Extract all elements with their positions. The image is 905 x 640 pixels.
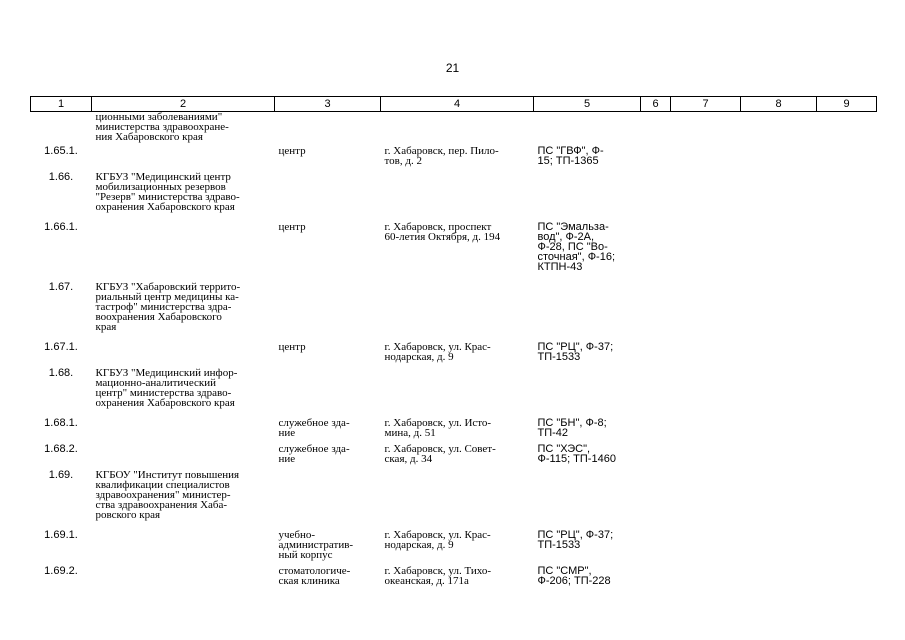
row-number: 1.67. [48, 280, 74, 293]
address [381, 282, 534, 342]
row-number: 1.69.1. [44, 528, 78, 541]
address [381, 470, 534, 530]
object-type: служебное зда- ние [278, 442, 350, 465]
power-source: ПС "Эмальза- вод", Ф-2А, Ф-28, ПС "Во- сточная", Ф-16; КТПН-43 [537, 220, 616, 273]
table-row [31, 530, 877, 566]
column-header-6: 6 [641, 97, 671, 112]
organization-name [92, 146, 275, 172]
power-source [534, 112, 641, 146]
table-row [31, 368, 877, 418]
object-type: центр [278, 220, 306, 233]
address: г. Хабаровск, ул. Исто- мина, д. 51 [384, 416, 492, 439]
facilities-table [30, 96, 877, 592]
power-source: ПС "СМР", Ф-206; ТП-228 [537, 564, 611, 587]
organization-name: КГБУЗ "Хабаровский террито- риальный центр медицины ка- тастроф" министерства здра- воохранения Хабаровского края [95, 280, 241, 333]
organization-name: ционными заболеваниями" министерства здравоохране- ния Хабаровского края [95, 111, 229, 143]
power-source: ПС "РЦ", Ф-37; ТП-1533 [537, 340, 614, 363]
power-source [534, 282, 641, 342]
table-row [31, 146, 877, 172]
organization-name: КГБОУ "Институт повышения квалификации специалистов здравоохранения" министер- ства здравоохранения Хаба- ровского края [95, 468, 240, 521]
column-header-row [31, 97, 877, 112]
column-header-7: 7 [671, 97, 741, 112]
organization-name [92, 342, 275, 368]
power-source: ПС "ГВФ", Ф- 15; ТП-1365 [537, 144, 604, 167]
column-header-1: 1 [31, 97, 92, 112]
power-source: ПС "БН", Ф-8; ТП-42 [537, 416, 607, 439]
organization-name [92, 444, 275, 470]
row-number: 1.66.1. [44, 220, 78, 233]
table-row [31, 470, 877, 530]
table-row [31, 172, 877, 222]
organization-name [92, 418, 275, 444]
object-type: центр [278, 144, 306, 157]
power-source [534, 368, 641, 418]
power-source [534, 172, 641, 222]
row-number: 1.65.1. [44, 144, 78, 157]
column-header-2: 2 [92, 97, 275, 112]
organization-name [92, 530, 275, 566]
address [381, 172, 534, 222]
table-row [31, 444, 877, 470]
column-header-9: 9 [817, 97, 877, 112]
column-header-5: 5 [534, 97, 641, 112]
column-header-3: 3 [275, 97, 381, 112]
row-number: 1.67.1. [44, 340, 78, 353]
column-header-8: 8 [741, 97, 817, 112]
address: г. Хабаровск, ул. Крас- нодарская, д. 9 [384, 528, 491, 551]
organization-name [92, 222, 275, 282]
row-number: 1.68.2. [44, 442, 78, 455]
row-number: 1.66. [48, 170, 74, 183]
row-number: 1.68. [48, 366, 74, 379]
object-type: стоматологиче- ская клиника [278, 564, 351, 587]
object-type [275, 470, 381, 530]
row-number: 1.68.1. [44, 416, 78, 429]
row-number: 1.69.2. [44, 564, 78, 577]
power-source [534, 470, 641, 530]
object-type [275, 368, 381, 418]
address: г. Хабаровск, проспект 60-летия Октября, д. 194 [384, 220, 501, 243]
organization-name: КГБУЗ "Медицинский инфор- мационно-аналитический центр" министерства здраво- охранения Хабаровского края [95, 366, 238, 409]
address: г. Хабаровск, пер. Пило- тов, д. 2 [384, 144, 499, 167]
organization-name: КГБУЗ "Медицинский центр мобилизационных резервов "Резерв" министерства здраво- охранения Хабаровского края [95, 170, 240, 213]
row-number: 1.69. [48, 468, 74, 481]
address: г. Хабаровск, ул. Крас- нодарская, д. 9 [384, 340, 491, 363]
address [381, 368, 534, 418]
page-number: 21 [445, 61, 460, 75]
power-source: ПС "ХЭС", Ф-115; ТП-1460 [537, 442, 616, 465]
table-row [31, 342, 877, 368]
address [381, 112, 534, 146]
table-row [31, 282, 877, 342]
table-row [31, 112, 877, 146]
organization-name [92, 566, 275, 592]
object-type [275, 282, 381, 342]
address: г. Хабаровск, ул. Тихо- океанская, д. 171а [384, 564, 492, 587]
object-type: служебное зда- ние [278, 416, 350, 439]
table-row [31, 566, 877, 592]
table-row [31, 222, 877, 282]
object-type [275, 112, 381, 146]
table-row [31, 418, 877, 444]
column-header-4: 4 [381, 97, 534, 112]
object-type: центр [278, 340, 306, 353]
object-type [275, 172, 381, 222]
row-number [31, 112, 92, 146]
address: г. Хабаровск, ул. Совет- ская, д. 34 [384, 442, 496, 465]
object-type: учебно- административ- ный корпус [278, 528, 354, 561]
power-source: ПС "РЦ", Ф-37; ТП-1533 [537, 528, 614, 551]
